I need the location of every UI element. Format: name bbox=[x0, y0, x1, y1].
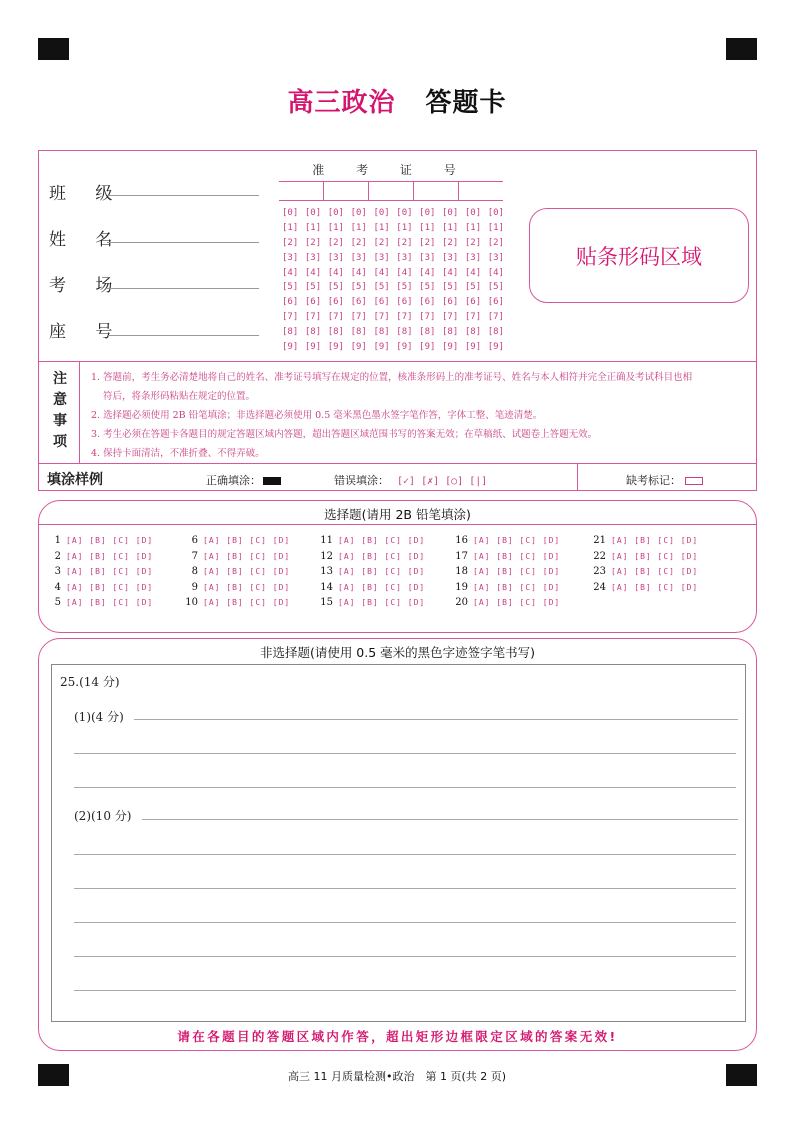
exam-id-bubble[interactable]: [7] bbox=[487, 312, 504, 323]
exam-id-bubble[interactable]: [6] bbox=[350, 297, 367, 308]
answer-bubbles[interactable]: [A] [B] [C] [D] bbox=[338, 598, 426, 608]
exam-id-bubble[interactable]: [8] bbox=[304, 327, 322, 338]
exam-id-bubble[interactable]: [0] bbox=[350, 208, 367, 218]
exam-id-bubble[interactable]: [2] bbox=[419, 237, 436, 248]
question-item bbox=[315, 549, 425, 565]
notes-list bbox=[91, 368, 751, 463]
exam-id-bubble[interactable]: [3] bbox=[419, 252, 436, 263]
exam-id-bubble[interactable]: [0] bbox=[327, 208, 344, 218]
name-field[interactable] bbox=[107, 242, 259, 243]
answer-bubbles[interactable]: [A] [B] [C] [D] bbox=[203, 598, 291, 608]
exam-id-bubble[interactable]: [0] bbox=[282, 208, 299, 218]
seat-label: 座 号 bbox=[49, 322, 125, 342]
question-number: 4 bbox=[54, 581, 61, 593]
wrong-marks-icon: [✓] [✗] [○] [|] bbox=[397, 476, 488, 487]
seat-field[interactable] bbox=[107, 335, 259, 336]
answer-bubbles[interactable]: [A] [B] [C] [D] bbox=[473, 582, 561, 592]
answer-bubbles[interactable]: [A] [B] [C] [D] bbox=[611, 536, 699, 546]
question-number: 20 bbox=[455, 597, 468, 609]
exam-id-bubble[interactable]: [8] bbox=[396, 327, 413, 338]
exam-id-bubble[interactable]: [7] bbox=[373, 312, 390, 323]
answer-bubbles[interactable]: [A] [B] [C] [D] bbox=[473, 598, 561, 608]
answer-bubbles[interactable]: [A] [B] [C] [D] bbox=[203, 551, 291, 561]
question-number: 12 bbox=[320, 550, 333, 562]
exam-id-bubble[interactable]: [1] bbox=[327, 222, 344, 233]
exam-id-bubble[interactable]: [1] bbox=[350, 222, 367, 233]
answer-line[interactable] bbox=[74, 787, 736, 788]
exam-id-bubble[interactable]: [6] bbox=[327, 297, 344, 308]
exam-id-digit-row bbox=[282, 327, 504, 342]
exam-id-bubble[interactable]: [8] bbox=[442, 327, 459, 338]
exam-id-bubble[interactable]: [7] bbox=[419, 312, 436, 323]
note-item: 2. 选择题必须使用 2B 铅笔填涂；非选择题必须使用 0.5 毫米黑色墨水签字笔作答，字体工整、笔迹清楚。 bbox=[91, 410, 543, 421]
answer-bubbles[interactable]: [A] [B] [C] [D] bbox=[203, 582, 291, 592]
subject-title: 高三政治 bbox=[287, 88, 396, 118]
exam-id-bubble[interactable]: [6] bbox=[419, 297, 436, 308]
exam-id-digit-row bbox=[282, 268, 504, 283]
page-title bbox=[0, 82, 794, 119]
exam-id-bubble[interactable]: [6] bbox=[282, 297, 299, 308]
answer-area-warning: 请在各题目的答题区域内作答，超出矩形边框限定区域的答案无效! bbox=[177, 1029, 618, 1044]
exam-id-bubble[interactable]: [1] bbox=[419, 222, 436, 233]
exam-id-bubble[interactable]: [3] bbox=[464, 252, 482, 263]
question-item bbox=[450, 549, 560, 565]
exam-id-bubble[interactable]: [6] bbox=[442, 297, 459, 308]
exam-id-bubble[interactable]: [5] bbox=[419, 282, 436, 293]
question-number: 22 bbox=[593, 550, 606, 562]
answer-bubbles[interactable]: [A] [B] [C] [D] bbox=[611, 567, 699, 577]
class-label: 班 级 bbox=[49, 184, 125, 204]
answer-line[interactable] bbox=[142, 819, 738, 820]
page-footer: 高三 11 月质量检测•政治 第 1 页(共 2 页) bbox=[287, 1070, 507, 1083]
question-column bbox=[180, 533, 290, 611]
divider bbox=[577, 463, 578, 491]
question-item bbox=[180, 549, 290, 565]
question-number: 5 bbox=[54, 597, 61, 609]
exam-id-bubble[interactable]: [3] bbox=[350, 252, 367, 263]
part-1-label: (1)(4 分) bbox=[74, 710, 124, 724]
answer-line[interactable] bbox=[74, 888, 736, 889]
exam-id-digit-row bbox=[282, 282, 504, 297]
exam-id-bubble[interactable]: [8] bbox=[419, 327, 436, 338]
exam-id-boxes[interactable] bbox=[279, 181, 503, 201]
exam-id-bubble[interactable]: [9] bbox=[442, 342, 459, 353]
question-item bbox=[180, 564, 290, 580]
question-item bbox=[315, 564, 425, 580]
question-number: 16 bbox=[455, 535, 468, 547]
part-2-label: (2)(10 分) bbox=[74, 809, 132, 823]
question-number: 23 bbox=[593, 566, 606, 578]
question-column bbox=[588, 533, 698, 595]
answer-bubbles[interactable]: [A] [B] [C] [D] bbox=[338, 536, 426, 546]
answer-bubbles[interactable]: [A] [B] [C] [D] bbox=[338, 567, 426, 577]
answer-bubbles[interactable]: [A] [B] [C] [D] bbox=[66, 551, 154, 561]
question-number: 19 bbox=[455, 581, 468, 593]
divider bbox=[39, 361, 756, 362]
exam-id-bubble[interactable]: [7] bbox=[396, 312, 413, 323]
exam-id-bubble[interactable]: [8] bbox=[282, 327, 299, 338]
question-number: 2 bbox=[54, 550, 61, 562]
answer-line[interactable] bbox=[74, 753, 736, 754]
exam-id-label: 准 考 证 号 bbox=[312, 163, 470, 177]
answer-line[interactable] bbox=[74, 990, 736, 991]
question-item bbox=[588, 564, 698, 580]
registration-mark bbox=[38, 38, 69, 60]
exam-id-bubble[interactable]: [5] bbox=[464, 282, 482, 293]
question-number: 17 bbox=[455, 550, 468, 562]
question-item bbox=[450, 564, 560, 580]
exam-id-digit-row bbox=[282, 342, 504, 357]
exam-id-bubble[interactable]: [3] bbox=[487, 252, 504, 263]
candidate-info-box bbox=[38, 150, 757, 491]
exam-id-bubble[interactable]: [4] bbox=[396, 267, 413, 278]
exam-id-digit-row bbox=[282, 223, 504, 238]
exam-id-bubble[interactable]: [4] bbox=[373, 267, 390, 278]
question-number: 1 bbox=[54, 535, 61, 547]
exam-id-bubble[interactable]: [2] bbox=[282, 237, 299, 248]
exam-id-bubble[interactable]: [6] bbox=[396, 297, 413, 308]
divider bbox=[39, 524, 756, 525]
absent-checkbox[interactable] bbox=[685, 477, 703, 485]
note-item: 1. 答题前，考生务必清楚地将自己的姓名、准考证号填写在规定的位置，核准条形码上的准考证号、姓名与本人相符并完全正确及考试科目也相 bbox=[91, 372, 693, 383]
question-item bbox=[450, 580, 560, 596]
exam-id-bubble[interactable]: [3] bbox=[373, 252, 390, 263]
exam-id-bubble[interactable]: [4] bbox=[282, 267, 299, 278]
question-number: 25.(14 分) bbox=[60, 675, 120, 689]
divider bbox=[79, 361, 80, 463]
answer-bubbles[interactable]: [A] [B] [C] [D] bbox=[66, 536, 154, 546]
question-number: 18 bbox=[455, 566, 468, 578]
exam-id-bubble[interactable]: [9] bbox=[373, 342, 390, 353]
exam-id-bubble[interactable]: [4] bbox=[327, 267, 344, 278]
exam-id-bubble[interactable]: [7] bbox=[350, 312, 367, 323]
exam-id-bubble[interactable]: [5] bbox=[282, 282, 299, 293]
answer-line[interactable] bbox=[74, 956, 736, 957]
exam-id-bubble[interactable]: [2] bbox=[396, 237, 413, 248]
exam-id-bubble[interactable]: [9] bbox=[350, 342, 367, 353]
exam-id-bubble[interactable]: [3] bbox=[282, 252, 299, 263]
room-label: 考 场 bbox=[49, 276, 125, 296]
answer-bubbles[interactable]: [A] [B] [C] [D] bbox=[611, 582, 699, 592]
exam-id-bubble[interactable]: [0] bbox=[373, 208, 390, 218]
question-number: 3 bbox=[54, 566, 61, 578]
exam-id-bubble[interactable]: [4] bbox=[464, 267, 482, 278]
question-item bbox=[315, 580, 425, 596]
answer-bubbles[interactable]: [A] [B] [C] [D] bbox=[203, 567, 291, 577]
exam-id-bubble[interactable]: [3] bbox=[304, 252, 322, 263]
multiple-choice-title: 选择题(请用 2B 铅笔填涂) bbox=[324, 507, 471, 522]
question-item bbox=[588, 549, 698, 565]
question-number: 10 bbox=[185, 597, 198, 609]
exam-id-bubble[interactable]: [8] bbox=[350, 327, 367, 338]
exam-id-bubble[interactable]: [1] bbox=[304, 222, 322, 233]
question-item bbox=[450, 595, 560, 611]
exam-id-bubble[interactable]: [4] bbox=[350, 267, 367, 278]
exam-id-bubble[interactable]: [5] bbox=[442, 282, 459, 293]
exam-id-bubble[interactable]: [6] bbox=[373, 297, 390, 308]
question-number: 13 bbox=[320, 566, 333, 578]
exam-id-bubble[interactable]: [3] bbox=[396, 252, 413, 263]
exam-id-bubble[interactable]: [5] bbox=[373, 282, 390, 293]
multiple-choice-section bbox=[38, 500, 757, 633]
question-item bbox=[588, 533, 698, 549]
exam-id-bubble[interactable]: [1] bbox=[442, 222, 459, 233]
question-number: 21 bbox=[593, 535, 606, 547]
exam-id-digit-row bbox=[282, 208, 504, 223]
question-item bbox=[588, 580, 698, 596]
exam-id-bubble[interactable]: [0] bbox=[304, 208, 322, 218]
exam-id-bubble[interactable]: [9] bbox=[282, 342, 299, 353]
question-number: 9 bbox=[191, 581, 198, 593]
question-number: 24 bbox=[593, 581, 606, 593]
class-field[interactable] bbox=[107, 195, 259, 196]
exam-id-bubble[interactable]: [0] bbox=[396, 208, 413, 218]
question-number: 14 bbox=[320, 581, 333, 593]
question-item bbox=[315, 595, 425, 611]
exam-id-bubble[interactable]: [3] bbox=[442, 252, 459, 263]
exam-id-bubble[interactable]: [5] bbox=[304, 282, 322, 293]
question-column bbox=[43, 533, 153, 611]
exam-id-bubble[interactable]: [6] bbox=[487, 297, 504, 308]
exam-id-digit-row bbox=[282, 312, 504, 327]
exam-id-bubble[interactable]: [3] bbox=[327, 252, 344, 263]
answer-bubbles[interactable]: [A] [B] [C] [D] bbox=[473, 567, 561, 577]
exam-id-bubble[interactable]: [4] bbox=[304, 267, 322, 278]
exam-id-bubble[interactable]: [8] bbox=[327, 327, 344, 338]
exam-id-digit-row bbox=[282, 238, 504, 253]
answer-line[interactable] bbox=[74, 922, 736, 923]
exam-id-bubble[interactable]: [8] bbox=[487, 327, 504, 338]
question-number: 7 bbox=[191, 550, 198, 562]
question-number: 8 bbox=[191, 566, 198, 578]
question-column bbox=[315, 533, 425, 611]
exam-id-bubble[interactable]: [9] bbox=[304, 342, 322, 353]
fill-example-row bbox=[39, 463, 756, 491]
exam-id-bubble[interactable]: [9] bbox=[487, 342, 504, 353]
answer-bubbles[interactable]: [A] [B] [C] [D] bbox=[611, 551, 699, 561]
fill-example-label: 填涂样例 bbox=[47, 472, 103, 488]
exam-id-bubble[interactable]: [6] bbox=[464, 297, 482, 308]
question-item bbox=[315, 533, 425, 549]
open-ended-title: 非选择题(请使用 0.5 毫米的黑色字迹签字笔书写) bbox=[259, 645, 536, 660]
barcode-area: 贴条形码区域 bbox=[529, 208, 749, 303]
question-number: 15 bbox=[320, 597, 333, 609]
wrong-fill-example: 错误填涂： [✓] [✗] [○] [|] bbox=[334, 474, 488, 487]
answer-line[interactable] bbox=[74, 854, 736, 855]
question-item bbox=[180, 580, 290, 596]
answer-bubbles[interactable]: [A] [B] [C] [D] bbox=[338, 551, 426, 561]
note-item: 3. 考生必须在答题卡各题目的规定答题区域内答题，超出答题区域范围书写的答案无效；在草稿纸、试题卷上答题无效。 bbox=[91, 429, 598, 440]
note-item: 4. 保持卡面清洁，不准折叠、不得弄破。 bbox=[91, 448, 265, 459]
exam-id-bubble[interactable]: [9] bbox=[327, 342, 344, 353]
exam-id-bubble[interactable]: [9] bbox=[396, 342, 413, 353]
open-ended-section bbox=[38, 638, 757, 1051]
exam-id-bubble[interactable]: [1] bbox=[396, 222, 413, 233]
exam-id-bubble-grid[interactable] bbox=[282, 208, 504, 357]
exam-id-bubble[interactable]: [7] bbox=[282, 312, 299, 323]
note-item: 符后，将条形码粘贴在规定的位置。 bbox=[103, 391, 256, 402]
exam-id-bubble[interactable]: [8] bbox=[373, 327, 390, 338]
question-item bbox=[450, 533, 560, 549]
answer-bubbles[interactable]: [A] [B] [C] [D] bbox=[66, 582, 154, 592]
question-item bbox=[43, 595, 153, 611]
exam-id-bubble[interactable]: [2] bbox=[373, 237, 390, 248]
answer-bubbles[interactable]: [A] [B] [C] [D] bbox=[473, 536, 561, 546]
question-number: 6 bbox=[191, 535, 198, 547]
exam-id-bubble[interactable]: [2] bbox=[487, 237, 504, 248]
exam-id-bubble[interactable]: [2] bbox=[327, 237, 344, 248]
registration-mark bbox=[726, 38, 757, 60]
exam-id-bubble[interactable]: [4] bbox=[442, 267, 459, 278]
answer-line[interactable] bbox=[134, 719, 738, 720]
exam-id-bubble[interactable]: [0] bbox=[419, 208, 436, 218]
exam-id-bubble[interactable]: [2] bbox=[304, 237, 322, 248]
question-item bbox=[43, 533, 153, 549]
exam-id-bubble[interactable]: [9] bbox=[419, 342, 436, 353]
exam-id-bubble[interactable]: [7] bbox=[327, 312, 344, 323]
answer-bubbles[interactable]: [A] [B] [C] [D] bbox=[66, 598, 154, 608]
exam-id-bubble[interactable]: [1] bbox=[464, 222, 482, 233]
exam-id-bubble[interactable]: [2] bbox=[464, 237, 482, 248]
answer-bubbles[interactable]: [A] [B] [C] [D] bbox=[203, 536, 291, 546]
exam-id-bubble[interactable]: [2] bbox=[350, 237, 367, 248]
exam-id-digit-row bbox=[282, 297, 504, 312]
exam-id-bubble[interactable]: [9] bbox=[464, 342, 482, 353]
answer-area[interactable] bbox=[51, 664, 746, 1022]
correct-fill-example: 正确填涂： bbox=[206, 472, 281, 488]
question-item bbox=[43, 580, 153, 596]
question-item bbox=[43, 549, 153, 565]
filled-bubble-icon bbox=[263, 477, 281, 485]
exam-id-bubble[interactable]: [7] bbox=[442, 312, 459, 323]
absent-mark: 缺考标记： bbox=[626, 472, 703, 488]
answer-bubbles[interactable]: [A] [B] [C] [D] bbox=[338, 582, 426, 592]
exam-id-bubble[interactable]: [5] bbox=[327, 282, 344, 293]
question-number: 11 bbox=[320, 535, 333, 547]
answer-bubbles[interactable]: [A] [B] [C] [D] bbox=[473, 551, 561, 561]
exam-id-bubble[interactable]: [6] bbox=[304, 297, 322, 308]
question-item bbox=[180, 533, 290, 549]
exam-id-bubble[interactable]: [5] bbox=[487, 282, 504, 293]
question-item bbox=[43, 564, 153, 580]
notes-heading: 注 意 事 项 bbox=[53, 371, 67, 450]
exam-id-bubble[interactable]: [1] bbox=[487, 222, 504, 233]
exam-id-digit-row bbox=[282, 253, 504, 268]
exam-id-bubble[interactable]: [5] bbox=[350, 282, 367, 293]
exam-id-bubble[interactable]: [4] bbox=[487, 267, 504, 278]
exam-id-bubble[interactable]: [4] bbox=[419, 267, 436, 278]
sheet-title: 答题卡 bbox=[425, 88, 507, 118]
exam-id-bubble[interactable]: [0] bbox=[442, 208, 459, 218]
exam-id-bubble[interactable]: [0] bbox=[487, 208, 504, 218]
exam-id-bubble[interactable]: [1] bbox=[282, 222, 299, 233]
exam-id-bubble[interactable]: [2] bbox=[442, 237, 459, 248]
room-field[interactable] bbox=[107, 288, 259, 289]
question-column bbox=[450, 533, 560, 611]
exam-id-bubble[interactable]: [5] bbox=[396, 282, 413, 293]
name-label: 姓 名 bbox=[49, 230, 125, 250]
exam-id-bubble[interactable]: [7] bbox=[464, 312, 482, 323]
exam-id-bubble[interactable]: [8] bbox=[464, 327, 482, 338]
exam-id-bubble[interactable]: [1] bbox=[373, 222, 390, 233]
question-item bbox=[180, 595, 290, 611]
answer-bubbles[interactable]: [A] [B] [C] [D] bbox=[66, 567, 154, 577]
exam-id-bubble[interactable]: [0] bbox=[464, 208, 482, 218]
exam-id-bubble[interactable]: [7] bbox=[304, 312, 322, 323]
